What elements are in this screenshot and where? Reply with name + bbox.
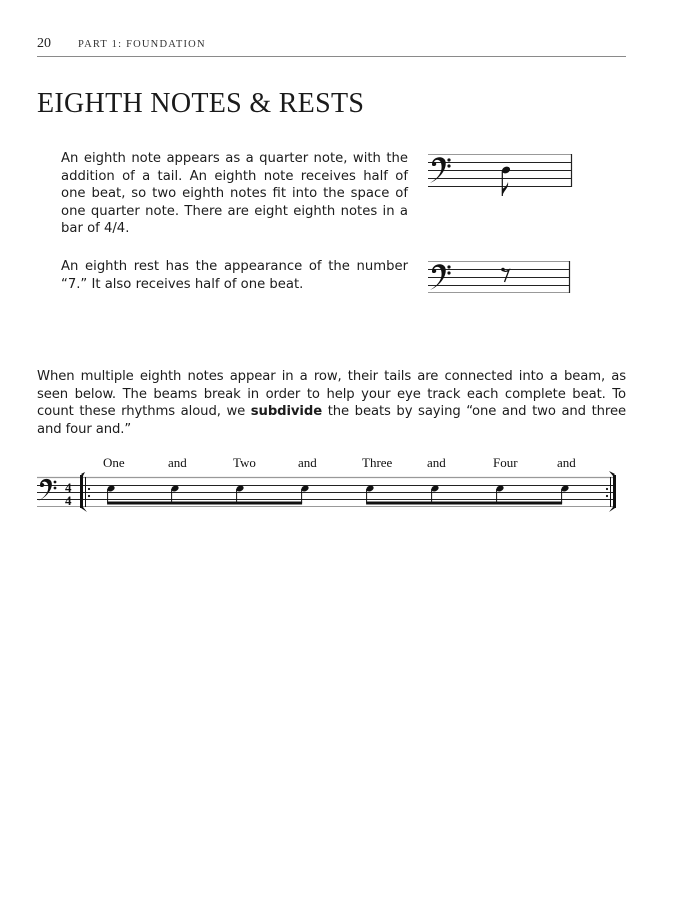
running-head: [37, 36, 626, 57]
lyric-8: and: [557, 455, 576, 470]
lyric-3: Two: [233, 455, 256, 470]
eighth-note-icon: [501, 165, 511, 196]
eighth-notes: [106, 484, 569, 504]
time-signature: [65, 480, 72, 508]
lyric-2: and: [168, 455, 187, 470]
eighth-rest-staff: [428, 259, 574, 295]
beams-text-after: the beats by saying “one and two and three and four and.”: [37, 404, 626, 437]
lyric-5: Three: [362, 455, 393, 470]
subdivide-term: subdivide: [250, 404, 323, 420]
svg-text:4: 4: [65, 480, 72, 495]
eighth-note-paragraph: An eighth note appears as a quarter note, with the addition of a tail. An eighth note receives half of one beat, so two eighth notes fit into the space of one quarter note. There are eight eighth notes in a bar of 4/4.: [61, 151, 408, 237]
beams-text-before: When multiple eighth notes appear in a row, their tails are connected into a beam, as seen below. The beams break in order to help your eye track each complete beat. To count these rhythms aloud, we: [37, 369, 626, 420]
svg-text:4: 4: [65, 493, 72, 508]
page-number: 20: [37, 36, 51, 51]
eighth-rest-paragraph: An eighth rest has the appearance of the number “7.” It also receives half of one beat.: [61, 259, 408, 292]
lyric-7: Four: [493, 455, 518, 470]
lyric-6: and: [427, 455, 446, 470]
section-title: EIGHTH NOTES & RESTS: [37, 88, 365, 119]
beams-paragraph: [37, 368, 626, 438]
lyric-1: One: [103, 455, 125, 470]
counting-staff: [37, 450, 627, 512]
bass-clef-icon: [38, 479, 56, 501]
beam-group-2: [365, 484, 569, 504]
eighth-note-staff: [428, 152, 574, 202]
lyrics: [103, 455, 576, 470]
lyric-4: and: [298, 455, 317, 470]
part-label: PART 1: FOUNDATION: [78, 39, 206, 50]
beam-group-1: [106, 484, 309, 504]
